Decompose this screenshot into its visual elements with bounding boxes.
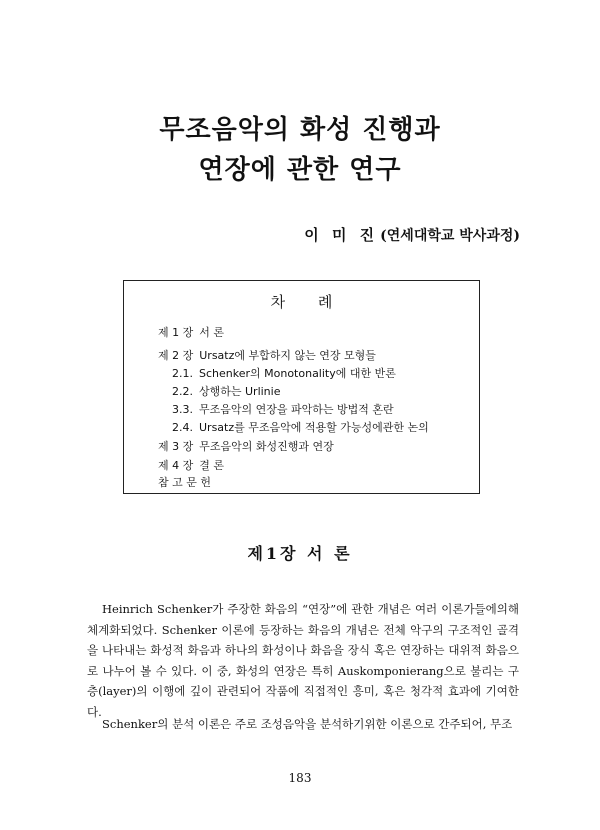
section-heading: 제1장 서 론 [247, 544, 353, 563]
toc-item-number: 제 4 장 [158, 459, 194, 472]
toc-item-text: 상행하는 Urlinie [199, 385, 281, 398]
toc-item [158, 460, 224, 471]
toc-item-number: 2.1. [172, 367, 193, 380]
toc-item-number: 2.4. [172, 421, 193, 434]
table-of-contents [123, 280, 480, 494]
toc-item-text: 무조음악의 화성진행과 연장 [199, 440, 334, 453]
toc-item-text: Ursatz에 부합하지 않는 연장 모형들 [199, 349, 376, 362]
author-affiliation: (연세대학교 박사과정) [380, 228, 520, 244]
paper-title-line-2: 연장에 관한 연구 [198, 155, 402, 185]
body-paragraph: Heinrich Schenker가 주장한 화음의 “연장”에 관한 개념은 여러 이론가들에의해 체계화되었다. Schenker 이론에 등장하는 화음의 개념은 전체 악구의 구조적인 골격을 나타내는 화성적 화음과 하나의 화성이나 화음을 장식 혹은 연장하는 대위적 화음으로 나누어 볼 수 있다. 이 중, 화성의 연장은 특히 Auskomponierang으로 불리는 구층(layer)의 이행에 깊이 관련되어 작품에 직접적인 흥미, 혹은 청각적 효과에 기여한다. [87, 602, 519, 719]
author-name: 이 미 진 [304, 226, 379, 244]
toc-item [172, 404, 394, 415]
toc-item-number: 제 3 장 [158, 440, 194, 453]
author-line [304, 224, 520, 245]
toc-item [172, 368, 396, 379]
body-paragraph: Schenker의 분석 이론은 주로 조성음악을 분석하기위한 이론으로 간주되어, 무조 [102, 717, 513, 731]
toc-item [158, 327, 224, 338]
toc-item-number: 2.2. [172, 385, 193, 398]
toc-item-text: Schenker의 Monotonality에 대한 반론 [199, 367, 396, 380]
page-number: 183 [288, 771, 312, 785]
toc-item [172, 422, 429, 433]
toc-item-text: 무조음악의 연장을 파악하는 방법적 혼란 [199, 403, 394, 416]
toc-item [158, 477, 211, 488]
toc-item-text: 서 론 [199, 326, 224, 339]
toc-item-text: 참 고 문 헌 [158, 476, 211, 489]
toc-item-number: 제 1 장 [158, 326, 194, 339]
toc-item-text: Ursatz를 무조음악에 적용할 가능성에관한 논의 [199, 421, 429, 434]
toc-item-number: 3.3. [172, 403, 193, 416]
toc-item-text: 결 론 [199, 459, 224, 472]
toc-item [158, 350, 376, 361]
paper-title-line-1: 무조음악의 화성 진행과 [159, 115, 441, 145]
toc-item [158, 441, 334, 452]
toc-title: 차 례 [270, 293, 347, 311]
toc-item-number: 제 2 장 [158, 349, 194, 362]
toc-item [172, 386, 280, 397]
